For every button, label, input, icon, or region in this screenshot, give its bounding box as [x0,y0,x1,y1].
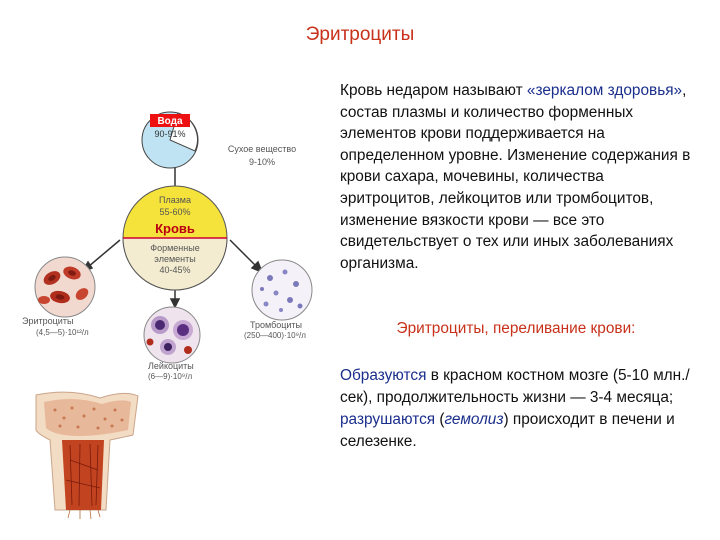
formed-label: Образуются [340,367,427,384]
formed-text: в красном костном мозге (5-10 млн./сек), продолжительность жизни — 3-4 месяца; [340,367,690,406]
bone-illustration [36,392,138,519]
hemolysis-term: гемолиз [444,411,504,428]
slide-title: Эритроциты [305,24,415,45]
rbc-title: Эритроциты [22,316,74,326]
section-subtitle: Эритроциты, переливание крови: [396,320,636,337]
mirror-of-health-quote: «зеркалом здоровья» [526,82,683,99]
platelets-title: Тромбоциты [250,320,303,330]
formed-line2: элементы [154,254,196,264]
dry-matter-percent: 9-10% [248,157,276,167]
wbc-image [144,307,200,363]
dry-matter-title: Сухое вещество [227,144,297,154]
blood-composition-diagram [0,0,330,540]
plasma-title: Плазма [159,195,191,205]
intro-part1: Кровь недаром называют [340,82,527,99]
open-paren: ( [435,411,445,428]
rbc-image [35,257,95,317]
platelets-count: (250—400)·10⁹/л [244,331,306,340]
water-percent: 90-91% [154,129,186,139]
platelets-image [252,260,312,320]
water-title: Вода [157,116,183,127]
destroyed-label: разрушаются [340,411,436,428]
facts-paragraph [340,365,692,453]
wbc-title: Лейкоциты [148,361,194,371]
formed-percent: 40-45% [159,265,191,275]
arrowhead-wbc [171,299,179,307]
intro-paragraph [340,80,692,274]
blood-label: Кровь [155,221,195,236]
wbc-count: (6—9)·10⁹/л [148,372,193,381]
intro-part2: , состав плазмы и количество форменных элементов крови поддерживается на определенном уровне. Изменение содержания в крови сахара, мочевины, количества эритроцитов, лейкоцитов или тромбоцитов, изменение вязкости крови — все это свидетельствует о тех или иных заболеваниях организма. [340,82,691,272]
destroyed-text: ) происходит в печени и селезенке. [340,411,675,450]
formed-line1: Форменные [150,243,200,253]
rbc-count: (4,5—5)·10¹²/л [36,328,89,337]
plasma-percent: 55-60% [159,207,191,217]
